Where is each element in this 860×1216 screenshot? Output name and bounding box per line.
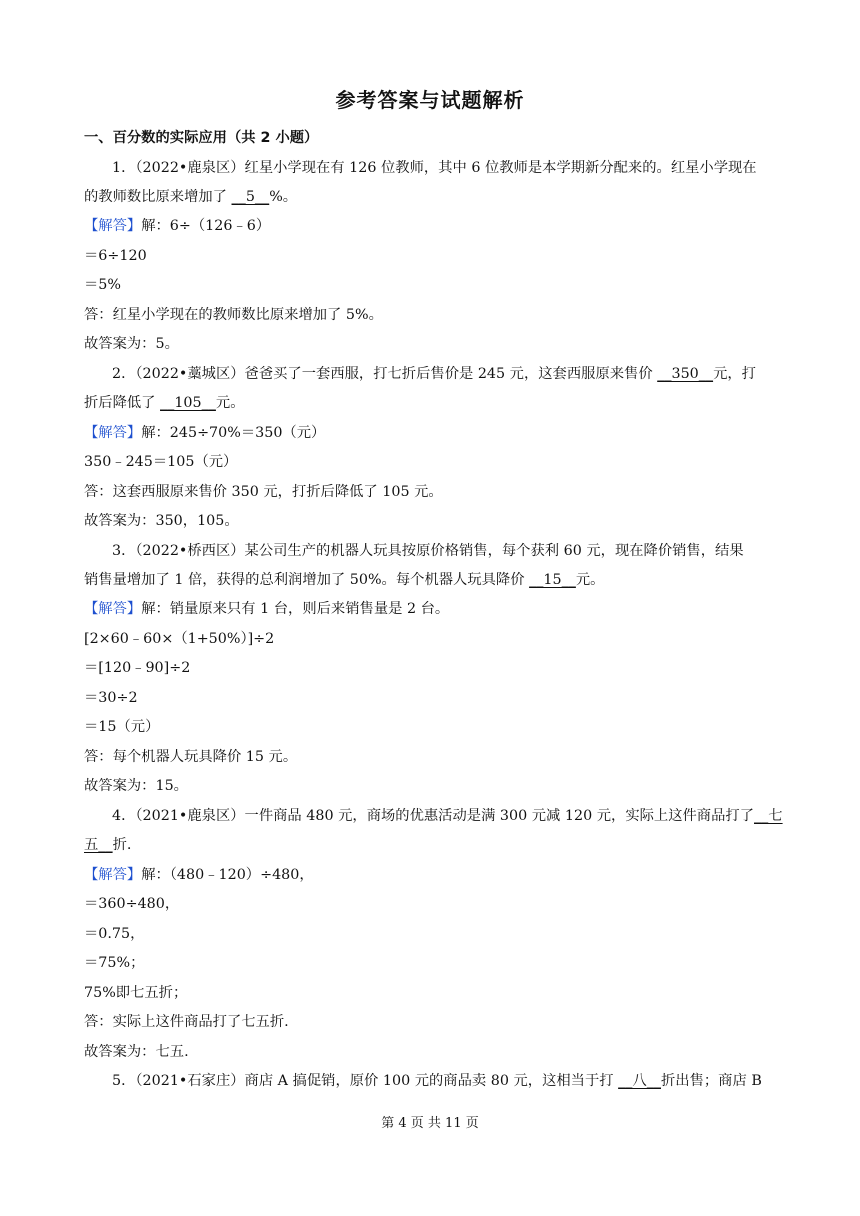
solution-text: 解：（480﹣120）÷480， [141,867,314,883]
solution-line: ＝360÷480， [84,896,180,912]
question-2-text: 2．（2022•藁城区）爸爸买了一套西服，打七折后售价是 245 元，这套西服原来售价 [112,366,658,382]
answer-tag: 【解答】 [84,601,142,617]
question-1-text-end: %。 [269,189,298,205]
question-1-line-2 [84,187,297,207]
answer-tag: 【解答】 [84,867,142,883]
question-2-text-end: 元。 [215,395,245,411]
question-4-line-1 [112,806,783,826]
question-3-line-2 [84,570,604,590]
page-footer: 第 4 页 共 11 页 [381,1116,479,1131]
solution-line: [2×60﹣60×（1+50%）]÷2 [84,631,275,647]
question-4-line-2 [84,835,131,855]
question-2-text-end: 元，打 [713,366,756,382]
solution-line: 故答案为：15。 [84,778,188,794]
answer-blank: __八__ [618,1073,661,1089]
answer-tag: 【解答】 [84,425,142,441]
solution-text: 解：6÷（126﹣6） [141,218,271,234]
solution-line: ＝5% [84,277,121,293]
question-2-line-2 [84,393,245,413]
solution-line: 答：这套西服原来售价 350 元，打折后降低了 105 元。 [84,484,443,500]
question-4-text-end: 折. [112,837,132,853]
solution-line [84,599,449,619]
solution-line: ＝15（元） [84,719,160,735]
section-heading: 一、百分数的实际应用（共 2 小题） [84,130,319,146]
page-title: 参考答案与试题解析 [335,88,525,112]
answer-blank: __15__ [529,572,576,588]
answer-blank: __七 [754,808,783,824]
answer-blank: __105__ [160,395,216,411]
question-3-text: 销售量增加了 1 倍，获得的总利润增加了 50%。每个机器人玩具降价 [84,572,530,588]
question-5-text: 5．（2021•石家庄）商店 A 搞促销，原价 100 元的商品卖 80 元，这相当于打 [112,1073,619,1089]
answer-tag: 【解答】 [84,218,142,234]
solution-line: 答：每个机器人玩具降价 15 元。 [84,749,298,765]
question-4-text: 4．（2021•鹿泉区）一件商品 480 元，商场的优惠活动是满 300 元减 120 元，实际上这件商品打了 [112,808,754,824]
question-1-line-1: 1．（2022•鹿泉区）红星小学现在有 126 位教师，其中 6 位教师是本学期新分配来的。红星小学现在 [112,160,757,176]
question-5-line-1 [112,1071,762,1091]
solution-line: 故答案为：七五. [84,1044,189,1060]
solution-line [84,216,270,236]
solution-line: 答：实际上这件商品打了七五折. [84,1014,289,1030]
solution-line: 75%即七五折； [84,985,188,1001]
solution-line: 故答案为：5。 [84,336,179,352]
answer-blank: 五__ [84,837,113,853]
question-5-text-end: 折出售；商店 B [661,1073,762,1089]
solution-text: 解：245÷70%＝350（元） [141,425,326,441]
solution-line: ＝6÷120 [84,248,147,264]
solution-line [84,865,314,885]
answer-blank: __5__ [231,189,270,205]
question-2-text: 折后降低了 [84,395,161,411]
question-1-text: 的教师数比原来增加了 [84,189,232,205]
solution-text: 解：销量原来只有 1 台，则后来销售量是 2 台。 [141,601,450,617]
solution-line: ＝75%； [84,955,145,971]
solution-line [84,423,325,443]
answer-blank: __350__ [657,366,714,382]
solution-line: ＝0.75， [84,926,145,942]
solution-line: 答：红星小学现在的教师数比原来增加了 5%。 [84,307,383,323]
question-2-line-1 [112,364,756,384]
solution-line: ＝[120﹣90]÷2 [84,660,191,676]
solution-line: ＝30÷2 [84,690,138,706]
question-3-line-1: 3．（2022•桥西区）某公司生产的机器人玩具按原价格销售，每个获利 60 元，现在降价销售，结果 [112,543,744,559]
question-3-text-end: 元。 [575,572,605,588]
solution-line: 故答案为：350，105。 [84,513,239,529]
solution-line: 350﹣245＝105（元） [84,454,238,470]
